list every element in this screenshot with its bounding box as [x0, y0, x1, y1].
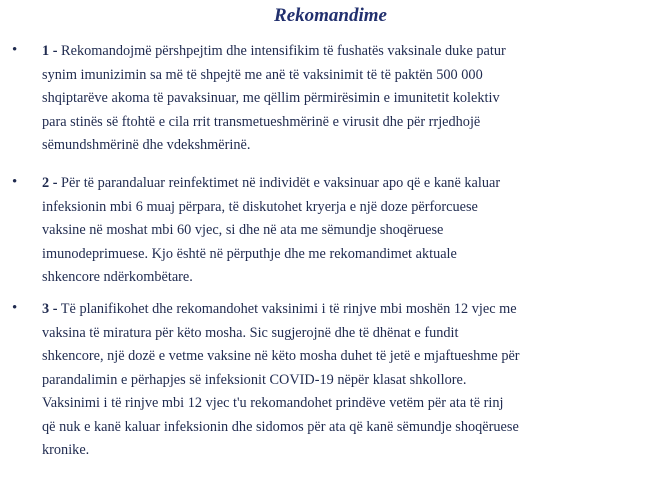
text-line: 3 - Të planifikohet dhe rekomandohet vaksinimi i të rinjve mbi moshën 12 vjec me: [42, 301, 517, 317]
text-line: para stinës së ftohtë e cila rrit transmetueshmërinë e virusit dhe për rrjedhojë: [42, 113, 481, 130]
item-number: 1 -: [42, 43, 58, 59]
text-line: që nuk e kanë kaluar infeksionin dhe sidomos për ata që kanë sëmundje shoqëruese: [42, 418, 519, 435]
text-line: 1 - Rekomandojmë përshpejtim dhe intensifikim të fushatës vaksinale duke patur: [42, 43, 506, 59]
item-number: 2 -: [42, 175, 58, 191]
text-line: infeksionin mbi 6 muaj përpara, të diskutohet kryerja e një doze përforcuese: [42, 198, 478, 215]
text-line: shqiptarëve akoma të pavaksinuar, me qëllim përmirësimin e imunitetit kolektiv: [42, 90, 500, 106]
text-line: shkencore ndërkombëtare.: [42, 269, 193, 285]
text-line: sëmundshmërinë dhe vdekshmërinë.: [42, 137, 251, 153]
bullet-icon: •: [12, 42, 18, 58]
bullet-icon: •: [12, 174, 18, 190]
text-line: parandalimin e përhapjes së infeksionit COVID-19 nëpër klasat shkollore.: [42, 371, 467, 388]
item-number: 3 -: [42, 301, 58, 317]
text-line: vaksine në moshat mbi 60 vjec, si dhe në ata me sëmundje shoqëruese: [42, 222, 444, 238]
text-line: 2 - Për të parandaluar reinfektimet në individët e vaksinuar apo që e kanë kaluar: [42, 175, 501, 191]
slide-title: Rekomandime: [274, 5, 387, 26]
bullet-icon: •: [12, 300, 18, 316]
text-line: shkencore, një dozë e vetme vaksine në këto mosha duhet të jetë e mjaftueshme për: [42, 348, 520, 364]
text-line: Vaksinimi i të rinjve mbi 12 vjec t'u rekomandohet prindëve vetëm për ata të rinj: [42, 395, 504, 411]
recommendation-text: [42, 40, 647, 158]
text-line: vaksina të miratura për këto mosha. Sic sugjerojnë dhe të dhënat e fundit: [42, 324, 459, 341]
recommendation-text: [42, 298, 647, 463]
text-line: imunodeprimuese. Kjo është në përputhje dhe me rekomandimet aktuale: [42, 245, 457, 262]
text-line: synim imunizimin sa më të shpejtë me anë të vaksinimit të të paktën 500 000: [42, 66, 483, 83]
text-line: kronike.: [42, 442, 90, 458]
recommendation-text: [42, 172, 647, 290]
